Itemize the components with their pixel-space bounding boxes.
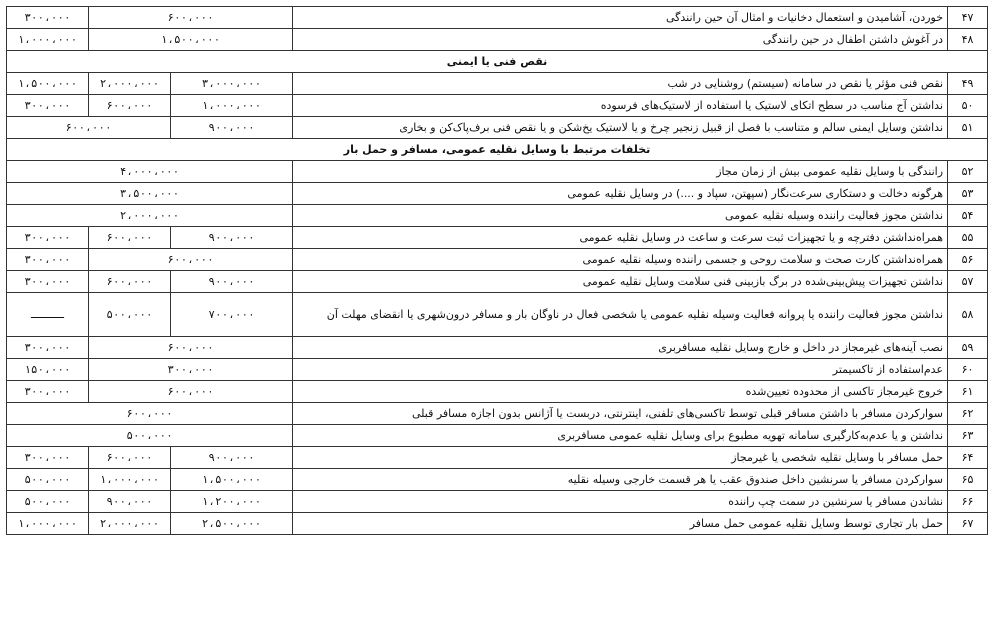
violation-description: عدم‌استفاده از تاکسیمتر — [293, 359, 948, 381]
fine-amount: ۳۰۰،۰۰۰ — [89, 359, 293, 381]
row-number: ۵۴ — [948, 205, 988, 227]
table-row — [7, 117, 988, 139]
row-number: ۶۰ — [948, 359, 988, 381]
fine-amount: ۹۰۰،۰۰۰ — [171, 227, 293, 249]
fine-amount: ۳۰۰،۰۰۰ — [7, 447, 89, 469]
table-row — [7, 7, 988, 29]
row-number: ۶۵ — [948, 469, 988, 491]
section-header-row — [7, 139, 988, 161]
fine-amount: ۲،۰۰۰،۰۰۰ — [89, 73, 171, 95]
fine-amount: ۲،۰۰۰،۰۰۰ — [7, 205, 293, 227]
violation-description: در آغوش داشتن اطفال در حین رانندگی — [293, 29, 948, 51]
fine-amount: ۶۰۰،۰۰۰ — [7, 403, 293, 425]
violation-description: سوارکردن مسافر با داشتن مسافر قبلی توسط تاکسی‌های تلفنی، اینترنتی، دربست یا آژانس بدون اجازه مسافر قبلی — [293, 403, 948, 425]
table-row — [7, 205, 988, 227]
fine-amount: ۳۰۰،۰۰۰ — [7, 7, 89, 29]
table-row — [7, 29, 988, 51]
violation-description: نداشتن آج مناسب در سطح اتکای لاستیک یا استفاده از لاستیک‌های فرسوده — [293, 95, 948, 117]
section-title: تخلفات مرتبط با وسایل نقلیه عمومی، مسافر و حمل بار — [7, 139, 988, 161]
table-row — [7, 73, 988, 95]
fine-amount: ۳۰۰،۰۰۰ — [7, 95, 89, 117]
violation-description: نداشتن تجهیزات پیش‌بینی‌شده در برگ بازبینی فنی سلامت وسایل نقلیه عمومی — [293, 271, 948, 293]
table-row — [7, 271, 988, 293]
fine-amount: ۳،۵۰۰،۰۰۰ — [7, 183, 293, 205]
row-number: ۴۷ — [948, 7, 988, 29]
fine-amount: ۹۰۰،۰۰۰ — [171, 447, 293, 469]
fine-amount: ۱،۰۰۰،۰۰۰ — [171, 95, 293, 117]
fine-amount: ۱،۰۰۰،۰۰۰ — [7, 29, 89, 51]
fine-amount: ۱،۵۰۰،۰۰۰ — [7, 73, 89, 95]
row-number: ۶۳ — [948, 425, 988, 447]
fine-amount: ۵۰۰،۰۰۰ — [7, 491, 89, 513]
fine-amount: ۵۰۰،۰۰۰ — [7, 469, 89, 491]
violation-description: نصب آینه‌های غیرمجاز در داخل و خارج وسایل نقلیه مسافربری — [293, 337, 948, 359]
fine-amount: ۱،۵۰۰،۰۰۰ — [89, 29, 293, 51]
fine-amount: ۲،۰۰۰،۰۰۰ — [89, 513, 171, 535]
table-row — [7, 491, 988, 513]
row-number: ۴۹ — [948, 73, 988, 95]
row-number: ۴۸ — [948, 29, 988, 51]
fines-table — [6, 6, 988, 535]
fine-amount: ۳۰۰،۰۰۰ — [7, 227, 89, 249]
row-number: ۵۸ — [948, 293, 988, 337]
table-row — [7, 447, 988, 469]
violation-description: هرگونه دخالت و دستکاری سرعت‌نگار (سپهتن، سپاد و ....) در وسایل نقلیه عمومی — [293, 183, 948, 205]
fine-amount: ۶۰۰،۰۰۰ — [89, 95, 171, 117]
fine-amount: ۷۰۰،۰۰۰ — [171, 293, 293, 337]
row-number: ۶۱ — [948, 381, 988, 403]
violation-description: نقص فنی مؤثر یا نقص در سامانه (سیستم) روشنایی در شب — [293, 73, 948, 95]
fine-amount: ۳۰۰،۰۰۰ — [7, 337, 89, 359]
fine-amount: ۶۰۰،۰۰۰ — [89, 337, 293, 359]
violation-description: خروج غیرمجاز تاکسی از محدوده تعیین‌شده — [293, 381, 948, 403]
fine-amount: ۶۰۰،۰۰۰ — [89, 271, 171, 293]
fine-amount: ۲،۵۰۰،۰۰۰ — [171, 513, 293, 535]
row-number: ۵۱ — [948, 117, 988, 139]
table-row — [7, 337, 988, 359]
fine-amount: ۶۰۰،۰۰۰ — [7, 117, 171, 139]
table-row — [7, 249, 988, 271]
violation-description: همراه‌نداشتن دفترچه و یا تجهیزات ثبت سرعت و ساعت در وسایل نقلیه عمومی — [293, 227, 948, 249]
table-row — [7, 469, 988, 491]
section-title: نقص فنی یا ایمنی — [7, 51, 988, 73]
table-row — [7, 513, 988, 535]
fine-amount: ۶۰۰،۰۰۰ — [89, 249, 293, 271]
row-number: ۵۶ — [948, 249, 988, 271]
row-number: ۵۳ — [948, 183, 988, 205]
violation-description: نداشتن و یا عدم‌به‌کارگیری سامانه تهویه مطبوع برای وسایل نقلیه عمومی مسافربری — [293, 425, 948, 447]
row-number: ۵۰ — [948, 95, 988, 117]
fine-amount: ۳۰۰،۰۰۰ — [7, 271, 89, 293]
table-row — [7, 381, 988, 403]
fine-amount: ۱،۰۰۰،۰۰۰ — [89, 469, 171, 491]
fine-amount: ۹۰۰،۰۰۰ — [89, 491, 171, 513]
violation-description: رانندگی با وسایل نقلیه عمومی بیش از زمان مجاز — [293, 161, 948, 183]
fine-amount: ـــــ — [7, 293, 89, 337]
fine-amount: ۱،۵۰۰،۰۰۰ — [171, 469, 293, 491]
fine-amount: ۱،۲۰۰،۰۰۰ — [171, 491, 293, 513]
section-header-row — [7, 51, 988, 73]
table-row — [7, 183, 988, 205]
row-number: ۶۶ — [948, 491, 988, 513]
violation-description: سوارکردن مسافر یا سرنشین داخل صندوق عقب یا هر قسمت خارجی وسیله نقلیه — [293, 469, 948, 491]
row-number: ۵۵ — [948, 227, 988, 249]
fine-amount: ۹۰۰،۰۰۰ — [171, 271, 293, 293]
violation-description: حمل مسافر با وسایل نقلیه شخصی یا غیرمجاز — [293, 447, 948, 469]
row-number: ۵۹ — [948, 337, 988, 359]
fine-amount: ۱،۰۰۰،۰۰۰ — [7, 513, 89, 535]
violation-description: نداشتن وسایل ایمنی سالم و متناسب با فصل از قبیل زنجیر چرخ و یا لاستیک یخ‌شکن و یا نقص فنی برف‌پاک‌کن و بخاری — [293, 117, 948, 139]
fine-amount: ۵۰۰،۰۰۰ — [7, 425, 293, 447]
violation-description: حمل بار تجاری توسط وسایل نقلیه عمومی حمل مسافر — [293, 513, 948, 535]
table-row — [7, 95, 988, 117]
fine-amount: ۶۰۰،۰۰۰ — [89, 381, 293, 403]
table-row — [7, 293, 988, 337]
fine-amount: ۳۰۰،۰۰۰ — [7, 381, 89, 403]
fine-amount: ۳۰۰،۰۰۰ — [7, 249, 89, 271]
fine-amount: ۹۰۰،۰۰۰ — [171, 117, 293, 139]
table-row — [7, 227, 988, 249]
row-number: ۶۲ — [948, 403, 988, 425]
fine-amount: ۵۰۰،۰۰۰ — [89, 293, 171, 337]
table-row — [7, 425, 988, 447]
row-number: ۵۲ — [948, 161, 988, 183]
fine-amount: ۱۵۰،۰۰۰ — [7, 359, 89, 381]
violation-description: نشاندن مسافر یا سرنشین در سمت چپ راننده — [293, 491, 948, 513]
table-row — [7, 359, 988, 381]
fine-amount: ۶۰۰،۰۰۰ — [89, 7, 293, 29]
table-row — [7, 161, 988, 183]
violation-description: همراه‌نداشتن کارت صحت و سلامت روحی و جسمی راننده وسیله نقلیه عمومی — [293, 249, 948, 271]
violation-description: نداشتن مجوز فعالیت راننده وسیله نقلیه عمومی — [293, 205, 948, 227]
table-row — [7, 403, 988, 425]
violation-description: نداشتن مجوز فعالیت راننده یا پروانه فعالیت وسیله نقلیه عمومی یا شخصی فعال در ناوگان بار و مسافر درون‌شهری یا انقضای مهلت آن — [293, 293, 948, 337]
row-number: ۶۷ — [948, 513, 988, 535]
fine-amount: ۳،۰۰۰،۰۰۰ — [171, 73, 293, 95]
violation-description: خوردن، آشامیدن و استعمال دخانیات و امثال آن حین رانندگی — [293, 7, 948, 29]
fine-amount: ۶۰۰،۰۰۰ — [89, 227, 171, 249]
row-number: ۶۴ — [948, 447, 988, 469]
fine-amount: ۴،۰۰۰،۰۰۰ — [7, 161, 293, 183]
row-number: ۵۷ — [948, 271, 988, 293]
fine-amount: ۶۰۰،۰۰۰ — [89, 447, 171, 469]
